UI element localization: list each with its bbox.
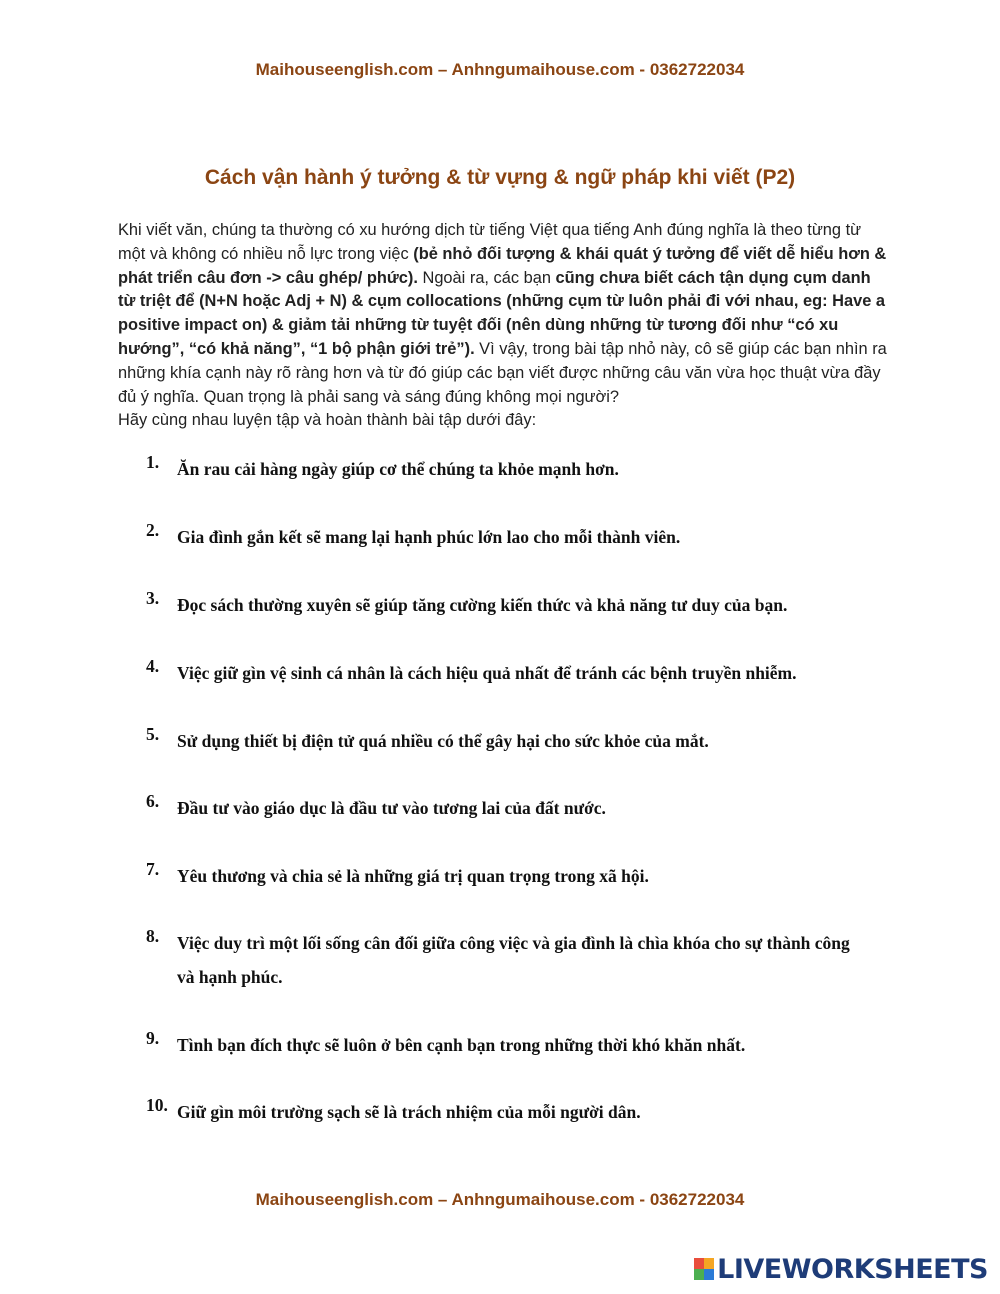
exercise-text: Ăn rau cải hàng ngày giúp cơ thể chúng ta khỏe mạnh hơn. (177, 459, 619, 479)
intro-text-3: Vì vậy, trong bài tập nhỏ này, cô sẽ giúp các bạn nhìn ra những khía cạnh này rõ ràng hơn và từ đó giúp các bạn viết được những câu văn vừa học thuật vừa đầy đủ ý nghĩa. Quan trọng là phải sang và sáng đúng không mọi người? (118, 339, 887, 406)
page-title: Cách vận hành ý tưởng & từ vựng & ngữ pháp khi viết (P2) (204, 166, 796, 189)
liveworksheets-logo-icon (694, 1258, 714, 1280)
liveworksheets-text: LIVEWORKSHEETS (717, 1253, 988, 1285)
exercise-text: Gia đình gắn kết sẽ mang lại hạnh phúc lớn lao cho mỗi thành viên. (177, 527, 681, 547)
exercise-number: 1. (146, 452, 160, 472)
exercise-number: 5. (146, 724, 160, 744)
exercise-number: 6. (146, 791, 160, 811)
exercise-text: Đầu tư vào giáo dục là đầu tư vào tương lai của đất nước. (177, 798, 606, 818)
exercise-text: Giữ gìn môi trường sạch sẽ là trách nhiệm của mỗi người dân. (177, 1102, 641, 1122)
intro-bold-2: cũng chưa biết cách tận dụng cụm danh từ triệt để (N+N hoặc Adj + N) & cụm collocations (những cụm từ luôn phải đi với nhau, eg: Have a positive impact on) & giảm tải những từ tuyệt đối (nên dùng những từ tương đối như “có xu hướng”, “có khả năng”, “1 bộ phận giới trẻ”). (118, 268, 886, 358)
liveworksheets-watermark (694, 1253, 988, 1285)
intro-text-1: Khi viết văn, chúng ta thường có xu hướng dịch từ tiếng Việt qua tiếng Anh đúng nghĩa là theo từng từ một và không có nhiều nỗ lực trong việc (118, 221, 862, 263)
intro-bold-1: (bẻ nhỏ đối tượng & khái quát ý tưởng để viết dễ hiểu hơn & phát triển câu đơn -> câu ghép/ phức). (118, 244, 887, 287)
exercise-number: 8. (146, 926, 160, 946)
exercise-text: Tình bạn đích thực sẽ luôn ở bên cạnh bạn trong những thời khó khăn nhất. (177, 1035, 746, 1055)
page-footer: Maihouseenglish.com – Anhngumaihouse.com - 0362722034 (255, 1190, 745, 1209)
exercise-number: 4. (146, 656, 160, 676)
exercise-number: 10. (146, 1095, 168, 1115)
exercise-text: Việc duy trì một lối sống cân đối giữa công việc và gia đình là chìa khóa cho sự thành công và hạnh phúc. (177, 933, 850, 987)
exercise-number: 2. (146, 520, 160, 540)
exercise-text: Yêu thương và chia sẻ là những giá trị quan trọng trong xã hội. (177, 866, 649, 886)
exercise-number: 3. (146, 588, 160, 608)
exercise-text: Đọc sách thường xuyên sẽ giúp tăng cường kiến thức và khả năng tư duy của bạn. (177, 595, 788, 615)
exercise-number: 7. (146, 859, 160, 879)
page-header: Maihouseenglish.com – Anhngumaihouse.com - 0362722034 (255, 60, 745, 79)
intro-text-2: Ngoài ra, các bạn (417, 268, 556, 287)
intro-instruction: Hãy cùng nhau luyện tập và hoàn thành bài tập dưới đây: (118, 411, 537, 430)
exercise-text: Việc giữ gìn vệ sinh cá nhân là cách hiệu quả nhất để tránh các bệnh truyền nhiễm. (177, 663, 797, 683)
exercise-text: Sử dụng thiết bị điện tử quá nhiều có thể gây hại cho sức khỏe của mắt. (177, 731, 709, 751)
exercise-number: 9. (146, 1028, 160, 1048)
